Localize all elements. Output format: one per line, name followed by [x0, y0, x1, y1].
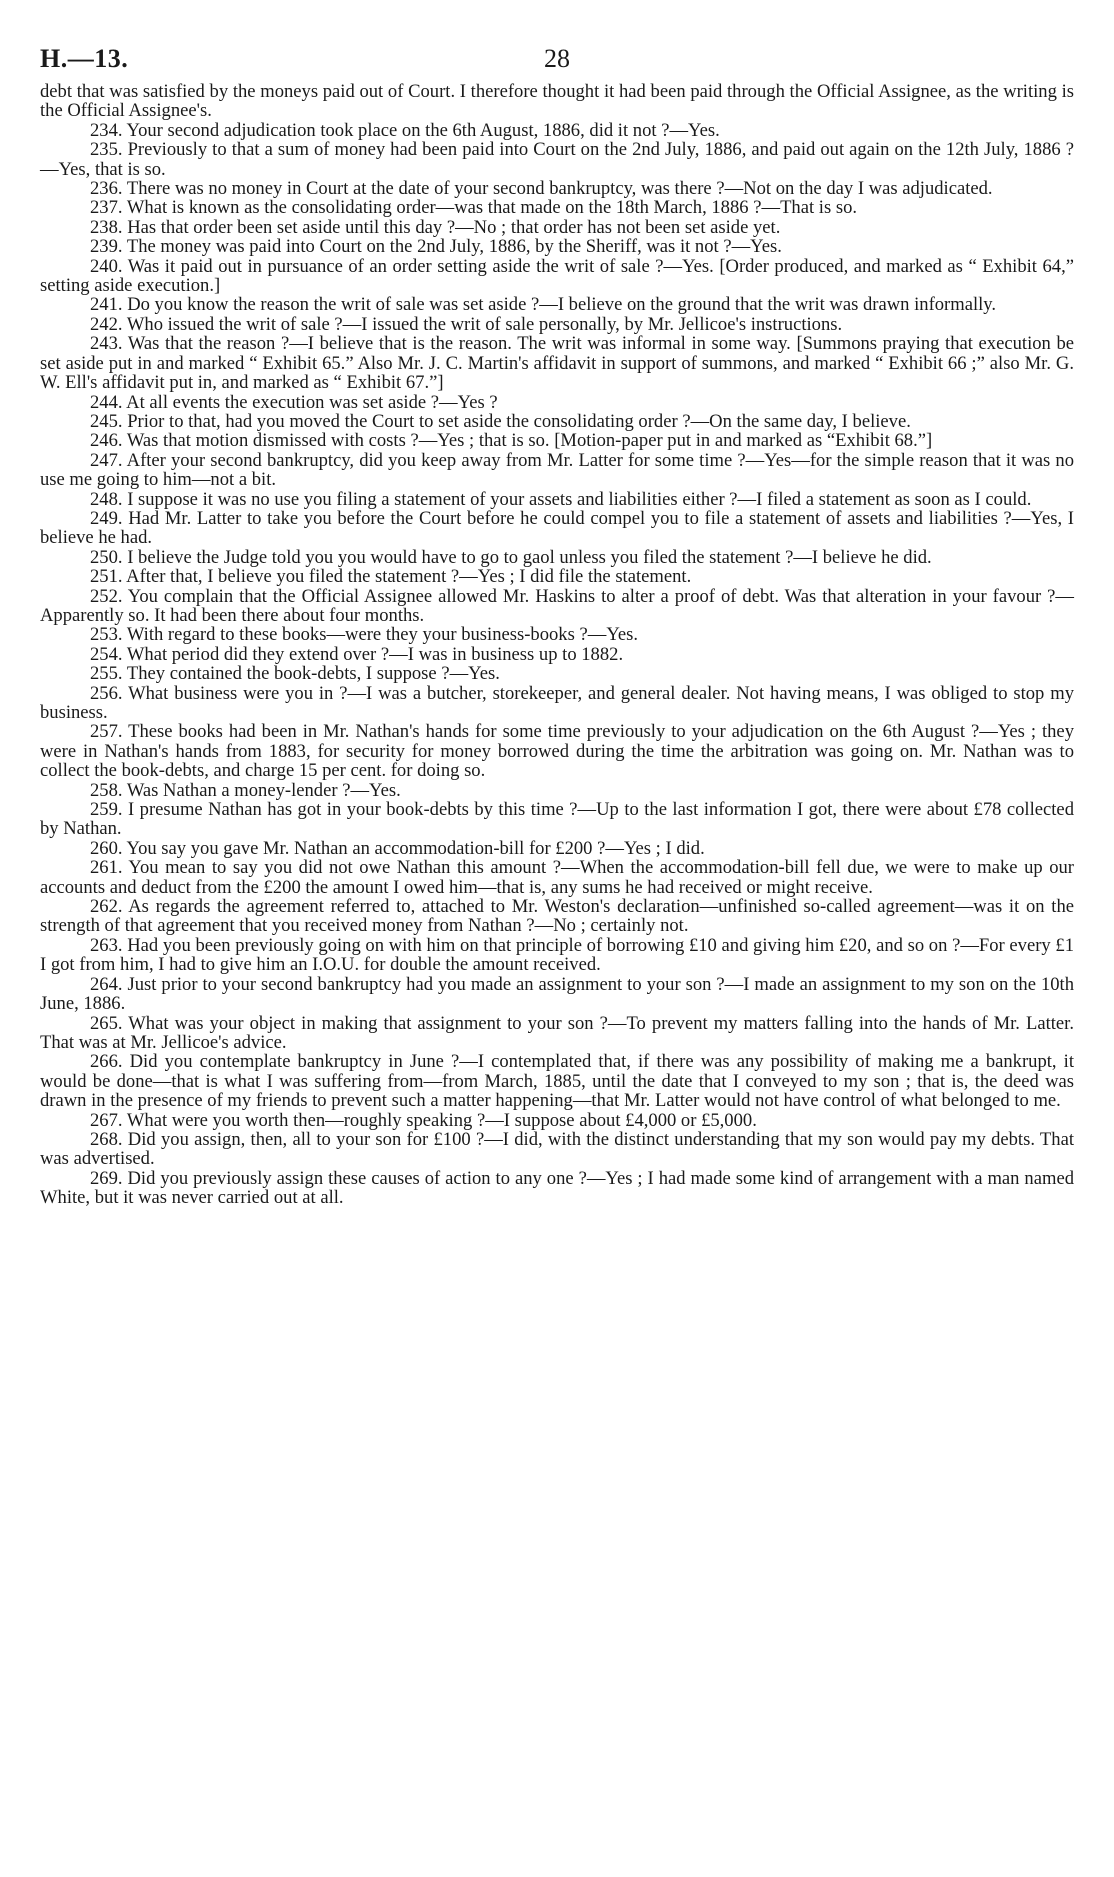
- paragraph-253: 253. With regard to these books—were they your business-books ?—Yes.: [90, 624, 639, 646]
- paragraph-237: 237. What is known as the consolidating order—was that made on the 18th March, 1886 ?—That is so.: [90, 197, 858, 219]
- paragraph-269: 269. Did you previously assign these causes of action to any one ?—Yes ; I had made some kind of arrangement with a man named White, but it was never carried out at all.: [40, 1167, 1074, 1209]
- page-number: 28: [544, 44, 570, 73]
- paragraph-265: 265. What was your object in making that assignment to your son ?—To prevent my matters falling into the hands of Mr. Latter. That was at Mr. Jellicoe's advice.: [40, 1012, 1074, 1053]
- paragraph-262: 262. As regards the agreement referred to, attached to Mr. Weston's declaration—unfinished so-called agreement—was it on the strength of that agreement that you received money from Nathan ?—No ; certainly not.: [40, 896, 1074, 937]
- paragraph-267: 267. What were you worth then—roughly speaking ?—I suppose about £4,000 or £5,000.: [90, 1109, 757, 1131]
- paragraph-258: 258. Was Nathan a money-lender ?—Yes.: [90, 779, 401, 801]
- testimony-text: [40, 82, 1074, 1208]
- paragraph-260: 260. You say you gave Mr. Nathan an accommodation-bill for £200 ?—Yes ; I did.: [90, 837, 705, 859]
- paragraph-257: 257. These books had been in Mr. Nathan's hands for some time previously to your adjudication on the 6th August ?—Yes ; they were in Nathan's hands from 1883, for security for money borrowed during the time the arbitration was going on. Mr. Nathan was to collect the book-debts, and charge 15 per cent. for doing so.: [40, 721, 1074, 782]
- paragraph-236: 236. There was no money in Court at the date of your second bankruptcy, was there ?—Not on the day I was adjudicated.: [90, 178, 993, 200]
- paragraph-256: 256. What business were you in ?—I was a butcher, storekeeper, and general dealer. Not having means, I was obliged to stop my business.: [40, 682, 1074, 723]
- paragraph-259: 259. I presume Nathan has got in your book-debts by this time ?—Up to the last information I got, there were about £78 collected by Nathan.: [40, 799, 1074, 840]
- paragraph-249: 249. Had Mr. Latter to take you before the Court before he could compel you to file a statement of assets and liabilities ?—Yes, I believe he had.: [40, 507, 1074, 549]
- document-reference: H.—13.: [40, 44, 129, 73]
- paragraph-247: 247. After your second bankruptcy, did you keep away from Mr. Latter for some time ?—Yes—for the simple reason that it was no use me going to him—not a bit.: [40, 449, 1074, 491]
- paragraph-241: 241. Do you know the reason the writ of sale was set aside ?—I believe on the ground that the writ was drawn informally.: [90, 294, 997, 316]
- paragraph-248: 248. I suppose it was no use you filing a statement of your assets and liabilities either ?—I filed a statement as soon as I could.: [90, 488, 1032, 510]
- paragraph-250: 250. I believe the Judge told you you would have to go to gaol unless you filed the statement ?—I believe he did.: [90, 546, 932, 568]
- paragraph-244: 244. At all events the execution was set aside ?—Yes ?: [90, 391, 498, 413]
- document-page: [40, 30, 1074, 1208]
- paragraph-245: 245. Prior to that, had you moved the Court to set aside the consolidating order ?—On the same day, I believe.: [90, 410, 911, 432]
- paragraph-234: 234. Your second adjudication took place on the 6th August, 1886, did it not ?—Yes.: [90, 119, 720, 141]
- paragraph-235: 235. Previously to that a sum of money had been paid into Court on the 2nd July, 1886, and paid out again on the 12th July, 1886 ?—Yes, that is so.: [40, 139, 1074, 180]
- paragraph-264: 264. Just prior to your second bankruptcy had you made an assignment to your son ?—I made an assignment to my son on the 10th June, 1886.: [40, 973, 1074, 1015]
- paragraph-266: 266. Did you contemplate bankruptcy in June ?—I contemplated that, if there was any possibility of making me a bankrupt, it would be done—that is what I was suffering from—from March, 1885, until the date that I conveyed to my son ; that is, the deed was drawn in the presence of my friends to prevent such a matter happening—that Mr. Latter would not have control of what belonged to me.: [40, 1051, 1074, 1112]
- paragraph-242: 242. Who issued the writ of sale ?—I issued the writ of sale personally, by Mr. Jellicoe's instructions.: [90, 313, 843, 335]
- paragraph-254: 254. What period did they extend over ?—I was in business up to 1882.: [90, 643, 624, 665]
- paragraph-251: 251. After that, I believe you filed the statement ?—Yes ; I did file the statement.: [90, 566, 692, 588]
- paragraph-239: 239. The money was paid into Court on the 2nd July, 1886, by the Sheriff, was it not ?—Yes.: [90, 236, 782, 258]
- paragraph-252: 252. You complain that the Official Assignee allowed Mr. Haskins to alter a proof of debt. Was that alteration in your favour ?—Apparently so. It had been there about four months.: [40, 585, 1074, 626]
- paragraph-261: 261. You mean to say you did not owe Nathan this amount ?—When the accommodation-bill fell due, we were to make up our accounts and deduct from the £200 the amount I owed him—that is, any sums he had received or might receive.: [40, 857, 1074, 898]
- paragraph-268: 268. Did you assign, then, all to your son for £100 ?—I did, with the distinct understanding that my son would pay my debts. That was advertised.: [40, 1128, 1074, 1170]
- paragraph-243: 243. Was that the reason ?—I believe that is the reason. The writ was informal in some way. [Summons praying that execution be set aside put in and marked “ Exhibit 65.” Also Mr. J. C. Martin's affidavit in support of summons, and marked “ Exhibit 66 ;” also Mr. G. W. Ell's affidavit put in, and marked as “ Exhibit 67.”]: [40, 333, 1074, 394]
- paragraph-263: 263. Had you been previously going on with him on that principle of borrowing £10 and giving him £20, and so on ?—For every £1 I got from him, I had to give him an I.O.U. for double the amount received.: [40, 934, 1074, 976]
- paragraph-240: 240. Was it paid out in pursuance of an order setting aside the writ of sale ?—Yes. [Order produced, and marked as “ Exhibit 64,” setting aside execution.]: [40, 255, 1074, 297]
- paragraph-255: 255. They contained the book-debts, I suppose ?—Yes.: [90, 663, 500, 685]
- paragraph-238: 238. Has that order been set aside until this day ?—No ; that order has not been set aside yet.: [90, 216, 781, 238]
- page-header: [40, 30, 1074, 82]
- paragraph-246: 246. Was that motion dismissed with costs ?—Yes ; that is so. [Motion-paper put in and marked as “Exhibit 68.”]: [90, 430, 933, 452]
- paragraph-continuation: debt that was satisfied by the moneys paid out of Court. I therefore thought it had been paid through the Official Assignee, as the writing is the Official Assignee's.: [40, 81, 1074, 122]
